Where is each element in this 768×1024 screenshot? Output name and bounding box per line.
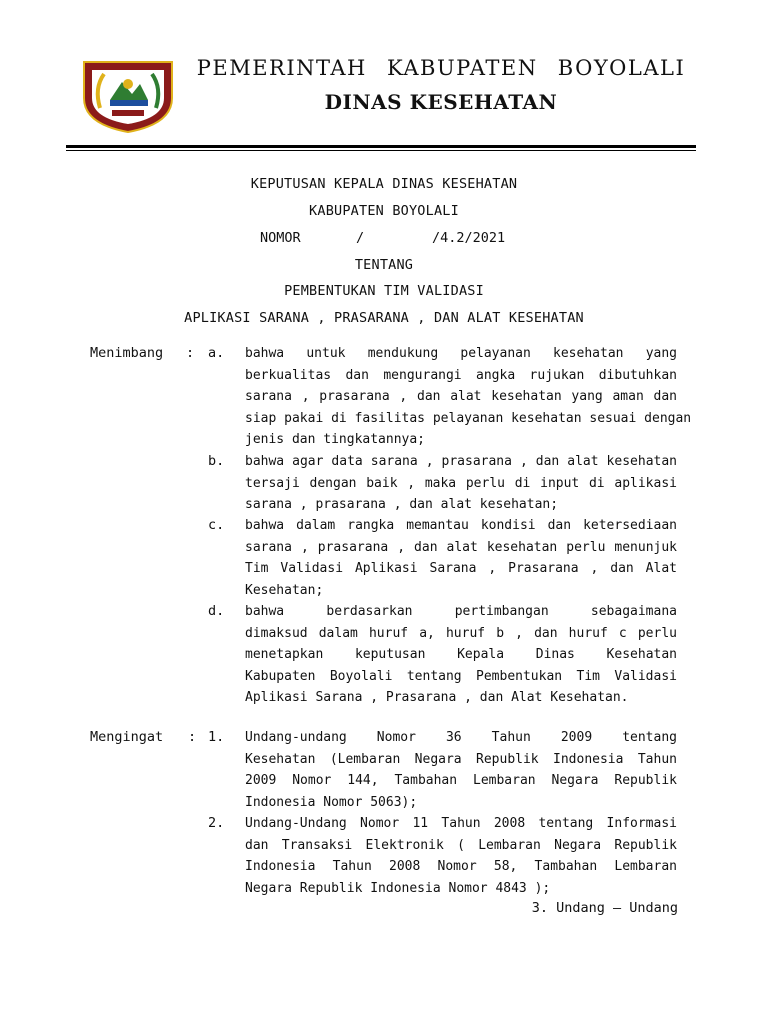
menimbang-item-line: siap pakai di fasilitas pelayanan kesehatan sesuai dengan	[245, 410, 692, 426]
page-continuation: 3. Undang – Undang	[531, 900, 678, 916]
letterhead-thick-rule	[66, 145, 696, 148]
mengingat-item-line: Undang-Undang Nomor 11 Tahun 2008 tentang Informasi	[245, 816, 677, 831]
menimbang-item-line: menetapkan keputusan Kepala Dinas Kesehatan	[245, 647, 677, 662]
menimbang-item-line: Kabupaten Boyolali tentang Pembentukan Tim Validasi	[245, 668, 677, 684]
menimbang-item-text	[245, 343, 692, 451]
menimbang-item-marker: d.	[208, 603, 225, 619]
mengingat-item-line: Kesehatan (Lembaran Negara Republik Indonesia Tahun	[245, 751, 677, 767]
mengingat-item-text	[245, 727, 677, 813]
menimbang-item-line: bahwa dalam rangka memantau kondisi dan ketersediaan	[245, 518, 677, 533]
letterhead-thin-rule	[66, 150, 696, 151]
mengingat-item-marker: 2.	[208, 815, 225, 831]
decree-subject-2: APLIKASI SARANA , PRASARANA , DAN ALAT KESEHATAN	[184, 310, 584, 326]
menimbang-item-line: Kesehatan;	[245, 582, 324, 598]
mengingat-item-text	[245, 813, 677, 899]
menimbang-item-text	[245, 451, 677, 516]
nomor-suffix: /4.2/2021	[432, 230, 506, 246]
menimbang-item-line: bahwa agar data sarana , prasarana , dan alat kesehatan	[245, 454, 677, 469]
mengingat-item-line: Negara Republik Indonesia Nomor 4843 );	[245, 880, 551, 896]
mengingat-item-marker: 1.	[208, 729, 225, 745]
menimbang-item-line: bahwa berdasarkan pertimbangan sebagaimana	[245, 604, 677, 619]
mengingat-colon: :	[188, 729, 197, 745]
menimbang-colon: :	[186, 345, 195, 361]
mengingat-item-line: Indonesia Tahun 2008 Nomor 58, Tambahan Lembaran	[245, 859, 677, 874]
menimbang-item-line: Aplikasi Sarana , Prasarana , dan Alat Kesehatan.	[245, 690, 629, 705]
menimbang-item-text	[245, 601, 677, 709]
menimbang-item-text	[245, 515, 677, 601]
menimbang-item-line: tersaji dengan baik , maka perlu di input di aplikasi	[245, 475, 677, 491]
mengingat-item-line: Undang-undang Nomor 36 Tahun 2009 tentang	[245, 730, 677, 745]
menimbang-item-line: sarana , prasarana , dan alat kesehatan perlu menunjuk	[245, 539, 677, 555]
nomor-slash: /	[356, 230, 365, 246]
mengingat-item-line: 2009 Nomor 144, Tambahan Lembaran Negara Republik	[245, 773, 677, 788]
mengingat-item-line: Indonesia Nomor 5063);	[245, 794, 418, 810]
department-name: DINAS KESEHATAN	[324, 90, 558, 114]
letterhead	[0, 0, 768, 160]
mengingat-label: Mengingat	[90, 729, 164, 745]
mengingat-item-line: dan Transaksi Elektronik ( Lembaran Negara Republik	[245, 837, 677, 853]
decree-region: KABUPATEN BOYOLALI	[309, 203, 459, 219]
boyolali-regency-emblem-icon	[80, 58, 176, 134]
menimbang-item-line: Tim Validasi Aplikasi Sarana , Prasarana , dan Alat	[245, 561, 677, 576]
menimbang-item-line: jenis dan tingkatannya;	[245, 432, 426, 447]
menimbang-item-line: sarana , prasarana , dan alat kesehatan yang aman dan	[245, 389, 677, 404]
tentang-heading: TENTANG	[354, 257, 414, 273]
menimbang-item-line: sarana , prasarana , dan alat kesehatan;	[245, 497, 559, 512]
menimbang-label: Menimbang	[90, 345, 164, 361]
government-name: PEMERINTAH KABUPATEN BOYOLALI	[196, 56, 686, 80]
menimbang-item-line: dimaksud dalam huruf a, huruf b , dan huruf c perlu	[245, 625, 677, 641]
menimbang-item-marker: b.	[208, 453, 225, 469]
menimbang-item-marker: a.	[208, 345, 225, 361]
menimbang-item-line: bahwa untuk mendukung pelayanan kesehatan yang	[245, 346, 677, 361]
menimbang-item-line: berkualitas dan mengurangi angka rujukan dibutuhkan	[245, 367, 677, 383]
decree-subject-1: PEMBENTUKAN TIM VALIDASI	[284, 283, 484, 299]
decree-title: KEPUTUSAN KEPALA DINAS KESEHATAN	[250, 176, 518, 192]
nomor-label: NOMOR	[260, 230, 301, 246]
menimbang-item-marker: c.	[208, 517, 225, 533]
